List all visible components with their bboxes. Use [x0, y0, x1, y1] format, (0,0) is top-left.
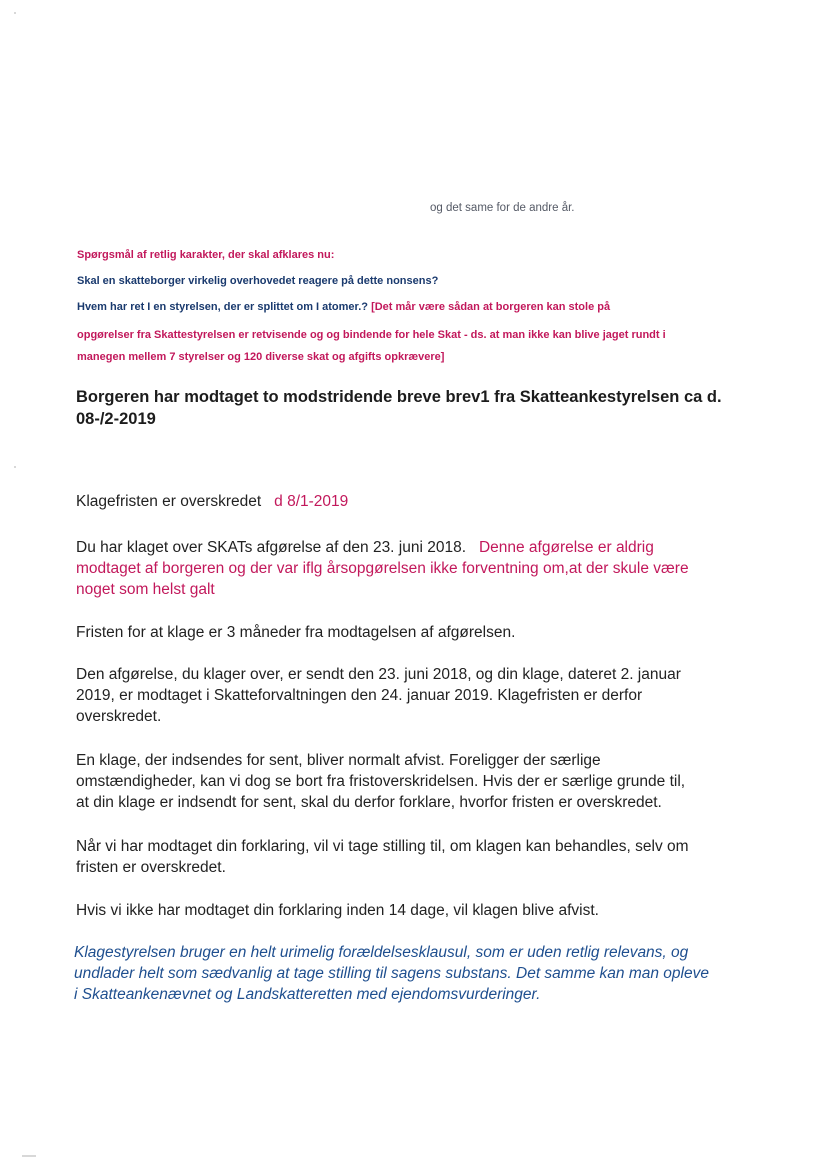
afgoerelse-note-2: modtaget af borgeren og der var iflg årsopgørelsen ikke forventning om,at der skule være: [76, 560, 689, 577]
comment-line-2: undlader helt som sædvanlig at tage stilling til sagens substans. Det samme kan man opleve: [74, 965, 709, 982]
afvist-line-1: En klage, der indsendes for sent, bliver normalt afvist. Foreligger der særlige: [76, 752, 601, 769]
scan-artifact: [14, 466, 16, 468]
para-sendt: [76, 664, 776, 727]
heading-line-1: Borgeren har modtaget to modstridende breve brev1 fra Skatteankestyrelsen ca d.: [76, 388, 722, 406]
afgoerelse-text: Du har klaget over SKATs afgørelse af den 23. juni 2018.: [76, 539, 467, 556]
scan-artifact: [22, 1155, 36, 1157]
question-2-note-cont: opgørelser fra Skattestyrelsen er retvisende og og bindende for hele Skat - ds. at man ikke kan blive jaget rundt i: [77, 329, 666, 341]
afgoerelse-note-3: noget som helst galt: [76, 581, 215, 598]
para-frist: Fristen for at klage er 3 måneder fra modtagelsen af afgørelsen.: [76, 624, 516, 641]
page-heading: [76, 386, 776, 430]
top-note: og det same for de andre år.: [430, 202, 575, 214]
scan-artifact: [14, 12, 16, 14]
comment-line-1: Klagestyrelsen bruger en helt urimelig forældelsesklausul, som er uden retlig relevans, og: [74, 944, 689, 961]
sendt-line-3: overskredet.: [76, 708, 162, 725]
question-2-note: [Det mår være sådan at borgeren kan stole på: [371, 301, 611, 313]
para-afvist: [76, 750, 786, 813]
klagefrist-label: Klagefristen er overskredet: [76, 493, 262, 510]
heading-line-2: 08-/2-2019: [76, 410, 156, 428]
para-forklaring: [76, 836, 786, 878]
para-afgoerelse: [76, 537, 776, 600]
question-2: Hvem har ret I en styrelsen, der er splittet om I atomer.?: [77, 301, 368, 313]
para-14-dage: Hvis vi ikke har modtaget din forklaring inden 14 dage, vil klagen blive afvist.: [76, 902, 599, 919]
klagefrist-line: [76, 491, 348, 512]
commentary-note: [74, 942, 784, 1005]
sendt-line-2: 2019, er modtaget i Skatteforvaltningen den 24. januar 2019. Klagefristen er derfor: [76, 687, 643, 704]
question-2-note-end: manegen mellem 7 styrelser og 120 diverse skat og afgifts opkrævere]: [77, 351, 445, 363]
question-2-line: [77, 301, 610, 314]
afvist-line-2: omstændigheder, kan vi dog se bort fra fristoverskridelsen. Hvis der er særlige grunde til,: [76, 773, 686, 790]
forklaring-line-2: fristen er overskredet.: [76, 859, 226, 876]
question-intro: Spørgsmål af retlig karakter, der skal afklares nu:: [77, 249, 335, 261]
comment-line-3: i Skatteankenævnet og Landskatteretten med ejendomsvurderinger.: [74, 986, 541, 1003]
forklaring-line-1: Når vi har modtaget din forklaring, vil vi tage stilling til, om klagen kan behandles, selv om: [76, 838, 689, 855]
afgoerelse-note-1: Denne afgørelse er aldrig: [478, 539, 654, 556]
afvist-line-3: at din klage er indsendt for sent, skal du derfor forklare, hvorfor fristen er overskredet.: [76, 794, 662, 811]
question-1: Skal en skatteborger virkelig overhovedet reagere på dette nonsens?: [77, 275, 439, 287]
klagefrist-date: d 8/1-2019: [274, 493, 349, 510]
sendt-line-1: Den afgørelse, du klager over, er sendt den 23. juni 2018, og din klage, dateret 2. januar: [76, 666, 681, 683]
